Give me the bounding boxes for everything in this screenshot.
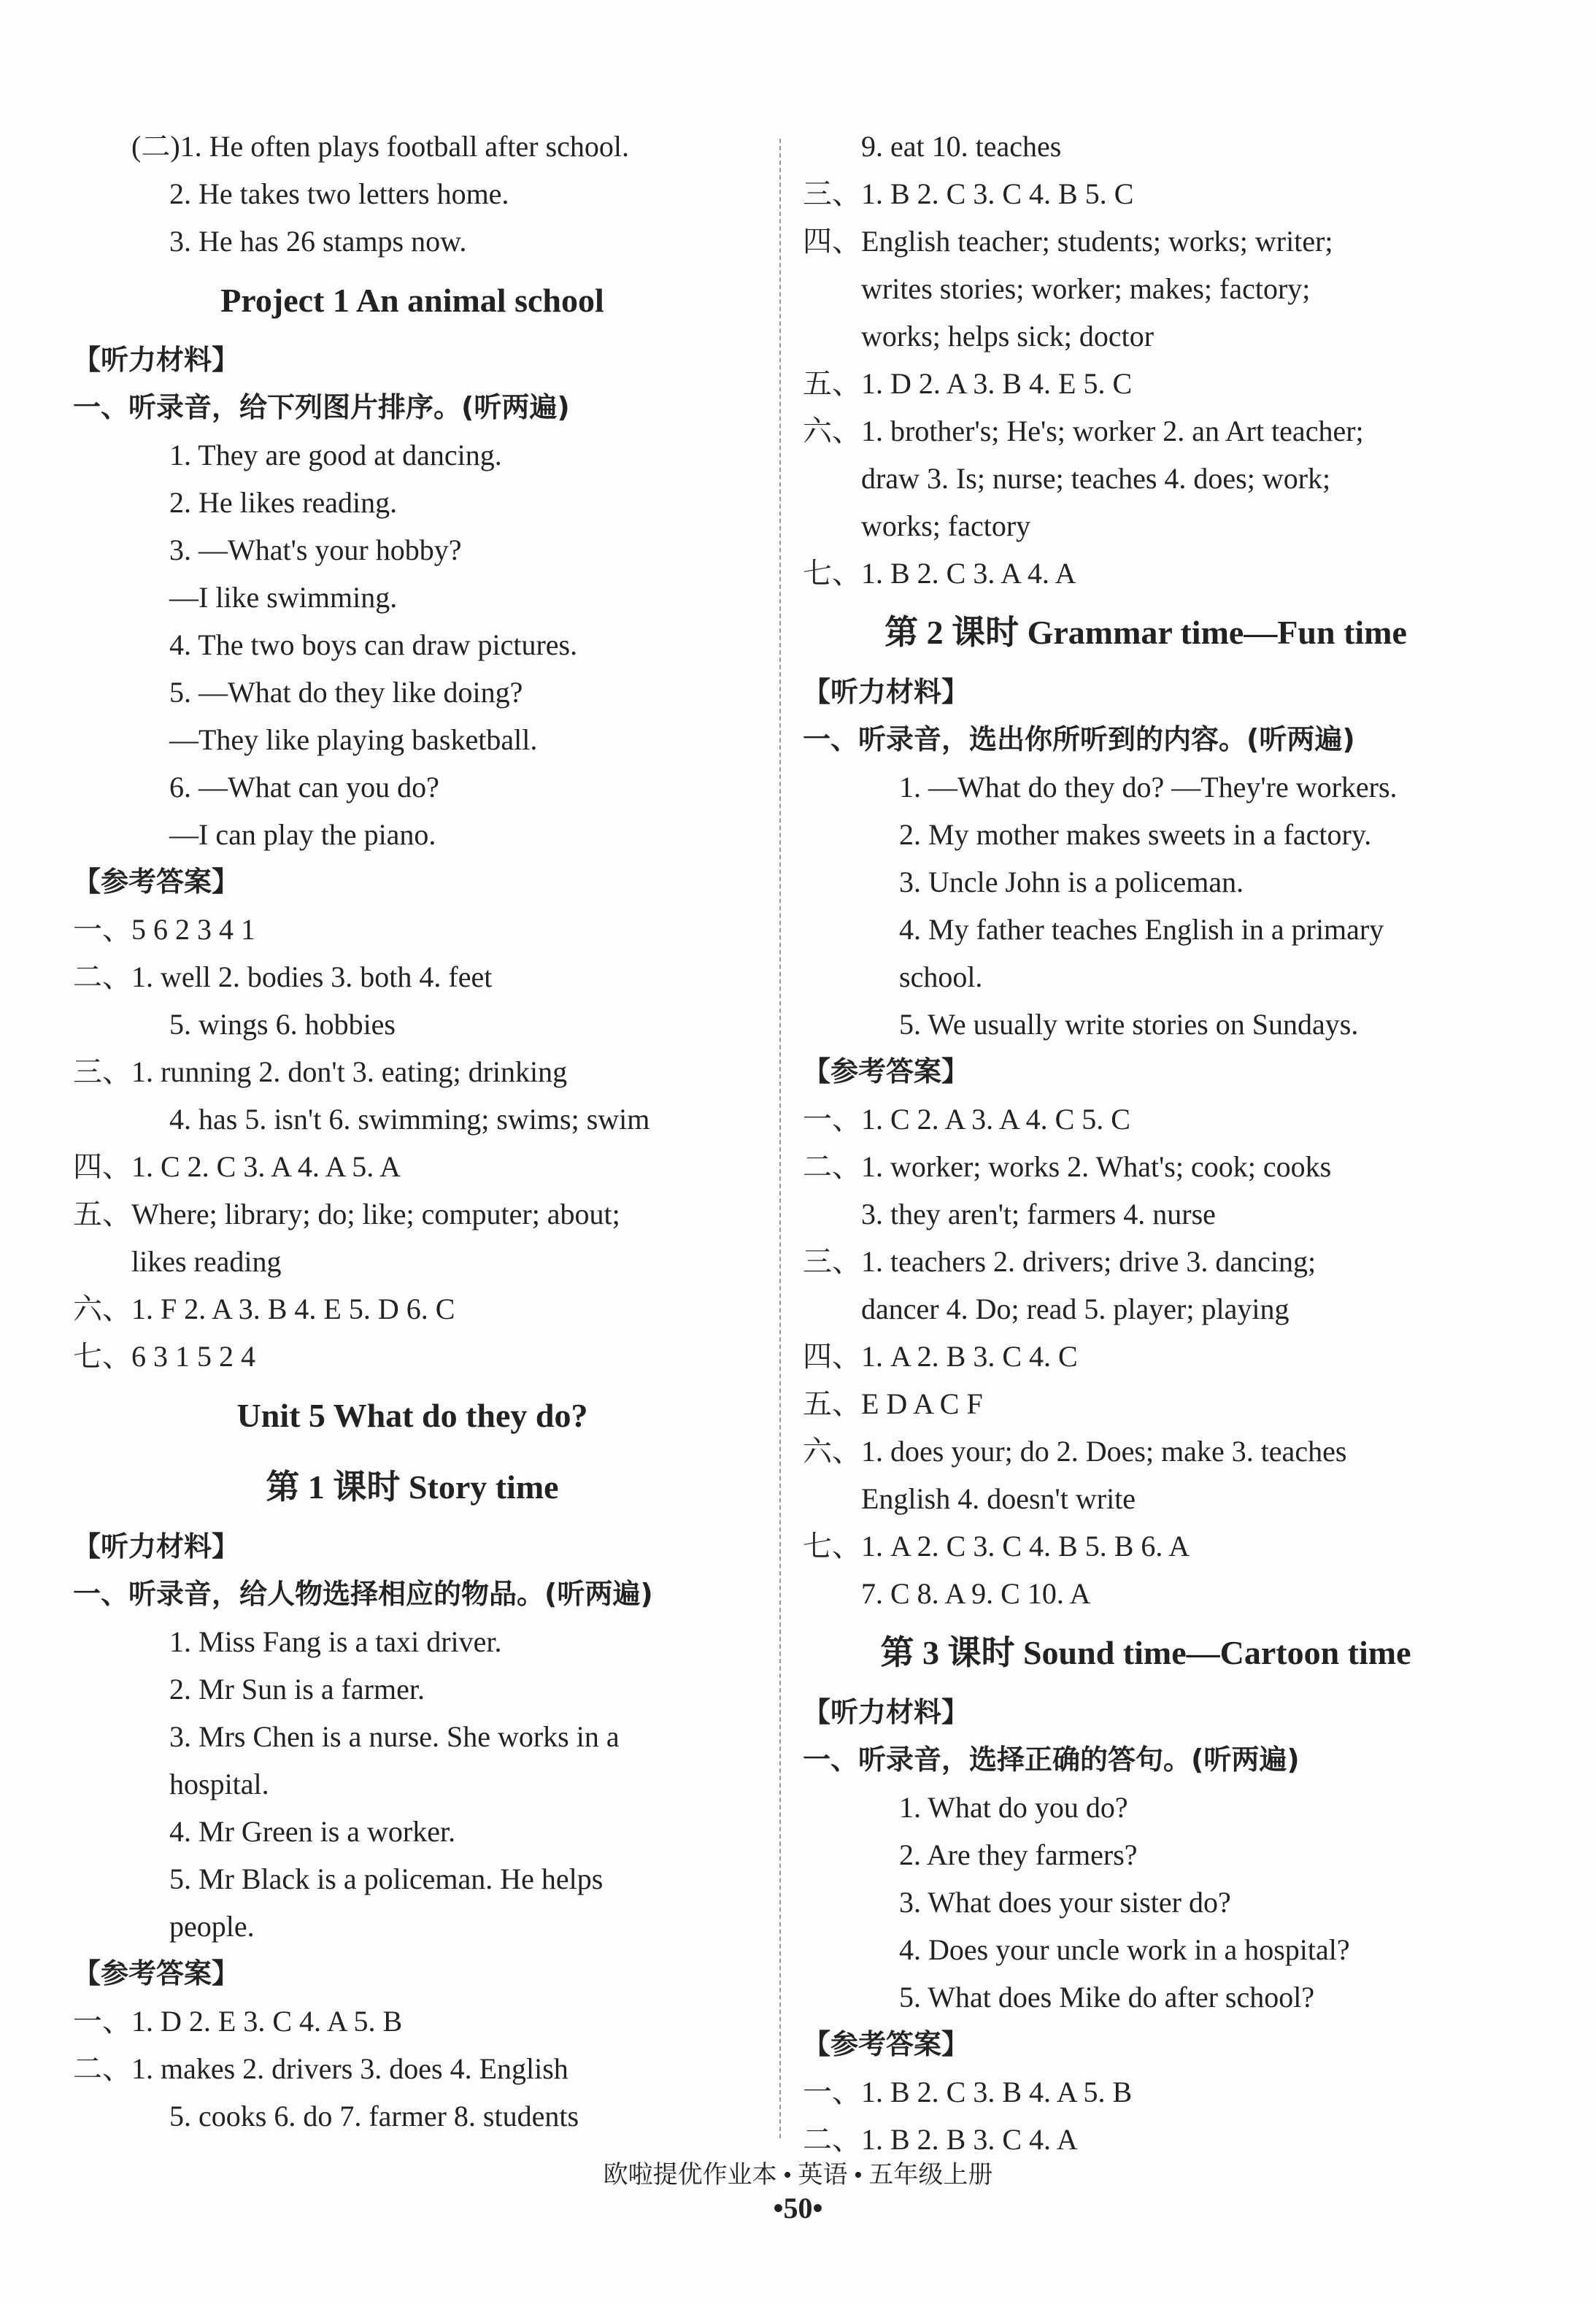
text-line: 六、1. F 2. A 3. B 4. E 5. D 6. C — [73, 1292, 455, 1325]
text-line: 四、1. C 2. C 3. A 4. A 5. A — [73, 1150, 401, 1183]
section-heading: 第 3 课时 Sound time—Cartoon time — [880, 1634, 1411, 1671]
text-line: 五、E D A C F — [803, 1387, 983, 1420]
page-number: •50• — [773, 2192, 823, 2224]
text-line: 一、5 6 2 3 4 1 — [73, 913, 255, 946]
text-line: 4. has 5. isn't 6. swimming; swims; swim — [169, 1103, 650, 1136]
text-line: 2. Mr Sun is a farmer. — [169, 1673, 425, 1706]
text-line: 9. eat 10. teaches — [861, 130, 1062, 163]
text-line: 4. My father teaches English in a primary — [899, 913, 1384, 946]
text-line: 2. Are they farmers? — [899, 1838, 1138, 1871]
text-line: 七、6 3 1 5 2 4 — [73, 1340, 255, 1373]
text-line: dancer 4. Do; read 5. player; playing — [861, 1292, 1289, 1325]
text-line: (二)1. He often plays football after school. — [131, 130, 630, 163]
text-line: 三、1. B 2. C 3. C 4. B 5. C — [803, 177, 1134, 210]
subheading: 一、听录音，选择正确的答句。(听两遍) — [803, 1744, 1300, 1776]
text-line: 一、1. C 2. A 3. A 4. C 5. C — [803, 1103, 1130, 1136]
section-heading: Unit 5 What do they do? — [236, 1397, 588, 1434]
text-line: 5. What does Mike do after school? — [899, 1981, 1315, 2014]
text-line: 四、English teacher; students; works; writer; — [803, 225, 1333, 258]
section-heading: 第 1 课时 Story time — [266, 1468, 559, 1506]
text-line: 5. We usually write stories on Sundays. — [899, 1008, 1359, 1041]
text-line: 7. C 8. A 9. C 10. A — [861, 1577, 1091, 1610]
text-line: 六、1. brother's; He's; worker 2. an Art teacher; — [803, 415, 1364, 447]
text-line: 2. He takes two letters home. — [169, 177, 509, 210]
text-line: 6. —What can you do? — [169, 771, 439, 804]
text-line: 一、1. B 2. C 3. B 4. A 5. B — [803, 2076, 1133, 2108]
text-line: 5. wings 6. hobbies — [169, 1008, 396, 1041]
text-line: 三、1. running 2. don't 3. eating; drinking — [73, 1055, 568, 1088]
text-line: works; factory — [861, 509, 1031, 542]
text-line: English 4. doesn't write — [861, 1482, 1136, 1515]
text-line: likes reading — [131, 1245, 282, 1278]
text-line: —I can play the piano. — [169, 818, 436, 851]
text-line: —They like playing basketball. — [169, 723, 538, 756]
text-line: 1. —What do they do? —They're workers. — [899, 771, 1398, 804]
subheading: 【参考答案】 — [803, 1055, 970, 1087]
text-line: 3. —What's your hobby? — [169, 533, 462, 566]
text-line: 五、Where; library; do; like; computer; about; — [73, 1198, 620, 1230]
text-line: 3. Uncle John is a policeman. — [899, 866, 1244, 898]
subheading: 一、听录音，给下列图片排序。(听两遍) — [73, 391, 570, 423]
text-line: people. — [169, 1910, 255, 1943]
text-line: 1. Miss Fang is a taxi driver. — [169, 1625, 502, 1658]
text-line: school. — [899, 960, 983, 993]
text-line: 二、1. makes 2. drivers 3. does 4. English — [73, 2052, 568, 2085]
text-line: hospital. — [169, 1768, 269, 1800]
subheading: 【参考答案】 — [73, 866, 240, 898]
right-column — [803, 123, 1489, 2163]
text-line: draw 3. Is; nurse; teaches 4. does; work; — [861, 462, 1331, 495]
text-line: 3. they aren't; farmers 4. nurse — [861, 1198, 1216, 1230]
text-line: 3. Mrs Chen is a nurse. She works in a — [169, 1720, 620, 1753]
text-line: 3. What does your sister do? — [899, 1886, 1231, 1919]
section-heading: Project 1 An animal school — [220, 282, 604, 319]
text-line: 三、1. teachers 2. drivers; drive 3. dancing; — [803, 1245, 1316, 1278]
text-line: 5. —What do they like doing? — [169, 676, 523, 709]
column-divider — [779, 139, 781, 2138]
text-line: 一、1. D 2. E 3. C 4. A 5. B — [73, 2005, 403, 2038]
text-line: —I like swimming. — [169, 581, 398, 614]
text-line: 七、1. A 2. C 3. C 4. B 5. B 6. A — [803, 1530, 1190, 1563]
subheading: 【听力材料】 — [73, 1530, 240, 1563]
text-line: 1. They are good at dancing. — [169, 439, 502, 471]
text-line: 4. Does your uncle work in a hospital? — [899, 1933, 1350, 1966]
subheading: 【听力材料】 — [803, 1696, 970, 1728]
subheading: 【参考答案】 — [803, 2028, 970, 2060]
text-line: 5. cooks 6. do 7. farmer 8. students — [169, 2100, 579, 2132]
text-line: 七、1. B 2. C 3. A 4. A — [803, 557, 1076, 590]
text-line: 1. What do you do? — [899, 1791, 1128, 1824]
subheading: 【听力材料】 — [803, 676, 970, 708]
subheading: 一、听录音，给人物选择相应的物品。(听两遍) — [73, 1578, 653, 1610]
text-line: 四、1. A 2. B 3. C 4. C — [803, 1340, 1078, 1373]
footer-book-title: 欧啦提优作业本 • 英语 • 五年级上册 — [603, 2162, 993, 2189]
text-line: 二、1. well 2. bodies 3. both 4. feet — [73, 960, 493, 993]
text-line: 4. Mr Green is a worker. — [169, 1815, 456, 1848]
text-line: writes stories; worker; makes; factory; — [861, 272, 1311, 305]
text-line: 五、1. D 2. A 3. B 4. E 5. C — [803, 367, 1133, 400]
text-line: 5. Mr Black is a policeman. He helps — [169, 1862, 604, 1895]
text-line: 二、1. worker; works 2. What's; cook; cooks — [803, 1150, 1332, 1183]
subheading: 【听力材料】 — [73, 344, 240, 376]
subheading: 【参考答案】 — [73, 1957, 240, 1989]
text-line: 二、1. B 2. B 3. C 4. A — [803, 2123, 1078, 2156]
text-line: 六、1. does your; do 2. Does; make 3. teaches — [803, 1435, 1347, 1468]
subheading: 一、听录音，选出你所听到的内容。(听两遍) — [803, 723, 1355, 755]
left-column — [73, 123, 752, 2140]
text-line: 4. The two boys can draw pictures. — [169, 628, 578, 661]
text-line: 2. My mother makes sweets in a factory. — [899, 818, 1372, 851]
section-heading: 第 2 课时 Grammar time—Fun time — [884, 614, 1407, 651]
text-line: 2. He likes reading. — [169, 486, 398, 519]
text-line: 3. He has 26 stamps now. — [169, 225, 467, 258]
text-line: works; helps sick; doctor — [861, 320, 1154, 352]
